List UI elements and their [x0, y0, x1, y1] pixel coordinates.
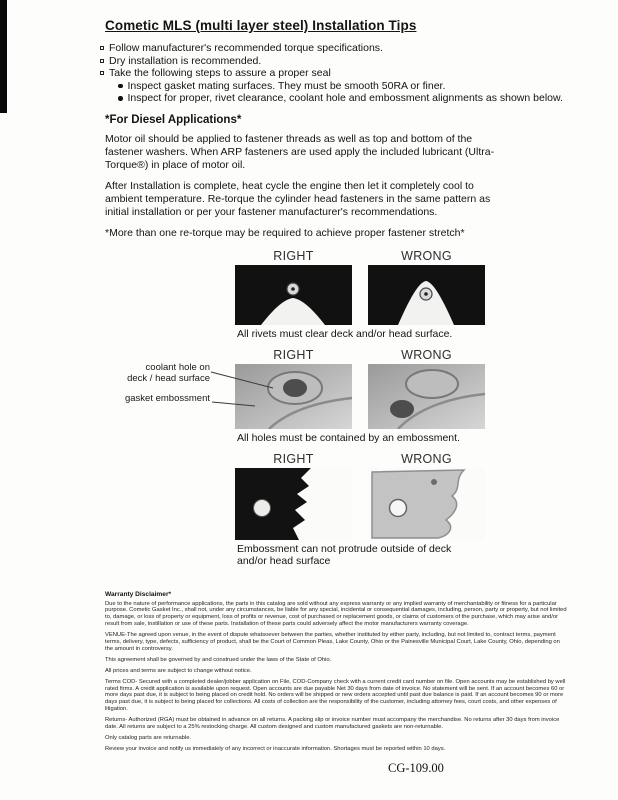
- embossment-wrong-figure: [368, 364, 485, 429]
- coolant-hole-annotation: [105, 362, 210, 384]
- warranty-paragraph: All prices and terms are subject to change without notice.: [105, 667, 252, 674]
- page-edge-mark: [0, 0, 7, 113]
- warranty-disclaimer-section: [105, 591, 567, 753]
- figure-row1-images: [235, 265, 485, 325]
- list-item: [100, 42, 577, 55]
- square-bullet-icon: [100, 71, 104, 75]
- hole-inside-embossment-diagram: [235, 364, 352, 429]
- warranty-paragraph: Due to the nature of performance applications, the parts in this catalog are sold without any express warranty or any implied warranty of merchantability or fitness for a particular purpose. Cometic Gasket Inc., shall not, under any circumstances, be liable for any special, incidental or consequential damages, including, person, party or property, but not limited to, damage, or loss of property or equipment, loss of profits or revenue, cost of purchased or replacement goods, or claims of customers of the purchase, which may arise and/or result from sale, instillation or use of these parts. Installation of these parts could adversely affect the motor manufacturers warranty coverage.: [105, 600, 567, 628]
- figures-section: [105, 249, 545, 567]
- figure-row3-images: [235, 468, 485, 540]
- protrusion-right-figure: [235, 468, 352, 540]
- hole-outside-embossment-diagram: [368, 364, 485, 429]
- tip-text: Dry installation is recommended.: [109, 54, 262, 67]
- protrusion-wrong-figure: [368, 468, 485, 540]
- figure-row2-images: [235, 364, 485, 429]
- round-bullet-icon: [118, 84, 123, 89]
- embossment-right-figure: [235, 364, 352, 429]
- wrong-label: WRONG: [401, 451, 452, 466]
- page-code: CG-109.00: [388, 760, 444, 775]
- tip-text: Inspect gasket mating surfaces. They must be smooth 50RA or finer.: [127, 79, 446, 92]
- warranty-paragraph: Terms COD- Secured with a completed dealer/jobber application on File, COD-Company check with a current credit card number on file. Open accounts may be established by well rated firms. A credit application is available upon request. Open accounts are due payable Net 30 days from date of invoice. No statement will be sent. If an account becomes 60 or more days past due, it is subject to being placed on credit hold. No orders will be shipped or new orders accepted until past due balance is paid. If an account becomes 90 or more days past due, it is subject to being placed for collections. All costs of collection are the responsibility of the customer, including attorney fees, court costs, and other expenses of litigation.: [105, 678, 566, 713]
- embossment-protruding-diagram: [368, 468, 485, 540]
- round-bullet-icon: [118, 96, 123, 101]
- annotation-text: coolant hole on: [145, 361, 210, 373]
- wrong-label: WRONG: [401, 347, 452, 362]
- page-content: [105, 18, 577, 776]
- page-title: Cometic MLS (multi layer steel) Installation Tips: [105, 18, 417, 33]
- rivet-clear-diagram: [235, 265, 352, 325]
- diesel-paragraph: Motor oil should be applied to fastener threads as well as top and bottom of the fastener washers. When ARP fasteners are used apply the included lubricant (Ultra-Torque®) in place of motor oil.: [105, 132, 495, 171]
- warranty-paragraph: Only catalog parts are returnable.: [105, 735, 192, 741]
- rivet-wrong-figure: [368, 265, 485, 325]
- wrong-label: WRONG: [401, 248, 452, 263]
- retorque-note: *More than one re-torque may be required to achieve proper fastener stretch*: [105, 226, 465, 239]
- list-item: [100, 55, 577, 68]
- caption-line: Embossment can not protrude outside of deck: [237, 542, 452, 555]
- square-bullet-icon: [100, 59, 104, 63]
- figure-row2-headers: [235, 348, 485, 362]
- diesel-applications-heading: *For Diesel Applications*: [105, 113, 242, 126]
- square-bullet-icon: [100, 46, 104, 50]
- warranty-paragraph: VENUE-The agreed upon venue, in the event of dispute whatsoever between the parties, whether instituted by either party, including, but not limited to, contract terms, payment terms, delivery, type, defects, sufficiency of product, shall be the Court of Common Pleas, Lake County, Ohio or the Painesville Municipal Court, Lake County, Ohio, depending on the amount in controversy.: [105, 632, 560, 652]
- figure-row2: [105, 361, 545, 429]
- rivet-overlap-diagram: [368, 265, 485, 325]
- gasket-embossment-annotation: gasket embossment: [124, 392, 210, 404]
- warranty-paragraph: Review your invoice and notify us immediately of any incorrect or inaccurate information. Shortages must be reported within 10 days.: [105, 745, 446, 752]
- tip-text: Inspect for proper, rivet clearance, coolant hole and embossment alignments as shown below.: [127, 92, 563, 104]
- caption-line: and/or head surface: [237, 554, 331, 567]
- warranty-heading: Warranty Disclaimer*: [105, 590, 172, 598]
- embossment-within-deck-diagram: [235, 468, 352, 540]
- right-label: RIGHT: [273, 347, 314, 362]
- right-label: RIGHT: [273, 451, 314, 466]
- list-item: [118, 80, 577, 93]
- figure-row1-headers: [235, 249, 485, 263]
- figure-row1-caption: All rivets must clear deck and/or head surface.: [237, 327, 453, 340]
- warranty-paragraph: Returns- Authorized (RGA) must be obtained in advance on all returns. A packing slip or invoice number must accompany the merchandise. No returns after 30 days from invoice date. All returns are subject to a 25% restocking charge. All custom designed and custom manufactured gaskets are non-returnable.: [105, 717, 560, 731]
- rivet-right-figure: [235, 265, 352, 325]
- list-item: [100, 67, 577, 80]
- tip-text: Follow manufacturer's recommended torque specifications.: [109, 42, 383, 54]
- diesel-paragraph: After Installation is complete, heat cycle the engine then let it completely cool to ambient temperature. Re-torque the cylinder head fasteners in the same pattern as initial installation or per your fastener manufacturer's recommendations.: [105, 179, 491, 218]
- tips-list: [100, 42, 577, 105]
- figure-row3-caption: [237, 543, 545, 567]
- list-item: [118, 92, 577, 105]
- warranty-paragraph: This agreement shall be governed by and construed under the laws of the State of Ohio.: [105, 656, 332, 663]
- tip-text: Take the following steps to assure a proper seal: [109, 67, 331, 79]
- right-label: RIGHT: [273, 248, 314, 263]
- annotation-text: deck / head surface: [127, 372, 210, 384]
- figure-row2-caption: All holes must be contained by an embossment.: [237, 431, 460, 444]
- figure-row3-headers: [235, 452, 485, 466]
